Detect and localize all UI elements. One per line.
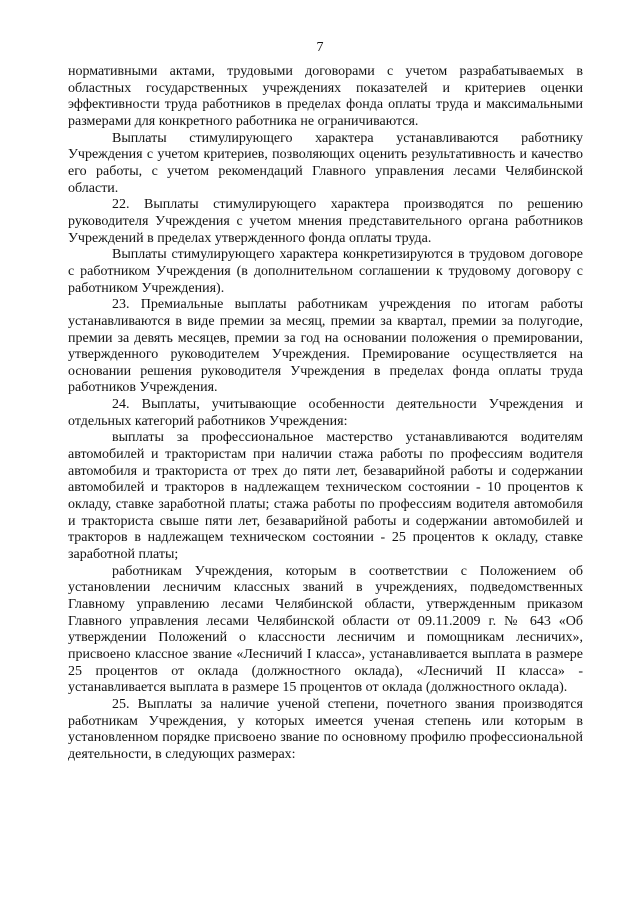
- paragraph: 22. Выплаты стимулирующего характера производятся по решению руководителя Учреждения с учетом мнения представительного органа работников Учреждений в пределах утвержденного фонда оплаты труда.: [68, 197, 583, 246]
- paragraph: 25. Выплаты за наличие ученой степени, почетного звания производятся работникам Учреждения, у которых имеется ученая степень или которым в установленном порядке присвоено звание по основному профилю профессиональной деятельности, в следующих размерах:: [68, 696, 583, 762]
- paragraph: 23. Премиальные выплаты работникам учреждения по итогам работы устанавливаются в виде премии за месяц, премии за квартал, премии за полугодие, премии за девять месяцев, премии за год на основании положения о премировании, утвержденного руководителем Учреждения. Премирование осуществляется на основании решения руководителя Учреждения в пределах фонда оплаты труда работников Учреждения.: [68, 297, 583, 396]
- paragraph: Выплаты стимулирующего характера устанавливаются работнику Учреждения с учетом критериев, позволяющих оценить результативность и качество его работы, с учетом рекомендаций Главного управления лесами Челябинской области.: [68, 130, 583, 196]
- document-body: [68, 64, 583, 764]
- paragraph: 24. Выплаты, учитывающие особенности деятельности Учреждения и отдельных категорий работников Учреждения:: [68, 397, 583, 429]
- paragraph: нормативными актами, трудовыми договорами с учетом разрабатываемых в областных государственных учреждениях показателей и критериев оценки эффективности труда работников в пределах фонда оплаты труда и максимальными размерами для конкретного работника не ограничиваются.: [68, 64, 583, 129]
- page-number: 7: [316, 40, 324, 55]
- paragraph: выплаты за профессиональное мастерство устанавливаются водителям автомобилей и трактористам при наличии стажа работы по профессиям водителя автомобиля и тракториста от трех до пяти лет, безаварийной работы и содержании автомобилей и тракторов в надлежащем техническом состоянии - 10 процентов к окладу, ставке заработной платы; стажа работы по профессиям водителя автомобиля и тракториста свыше пяти лет, безаварийной работы и содержании автомобилей и тракторов в надлежащем техническом состоянии - 25 процентов к окладу, ставке заработной платы;: [68, 430, 583, 563]
- paragraph: работникам Учреждения, которым в соответствии с Положением об установлении лесничим классных званий в учреждениях, подведомственных Главному управлению лесами Челябинской области, утвержденным приказом Главного управления лесами Челябинской области от 09.11.2009 г. № 643 «Об утверждении Положений о классности лесничим и помощникам лесничих», присвоено классное звание «Лесничий I класса», устанавливается выплата в размере 25 процентов от оклада (должностного оклада), «Лесничий II класса» - устанавливается выплата в размере 15 процентов от оклада (должностного оклада).: [68, 563, 583, 696]
- paragraph: Выплаты стимулирующего характера конкретизируются в трудовом договоре с работником Учреждения (в дополнительном соглашении к трудовому договору с работником Учреждения).: [68, 247, 583, 296]
